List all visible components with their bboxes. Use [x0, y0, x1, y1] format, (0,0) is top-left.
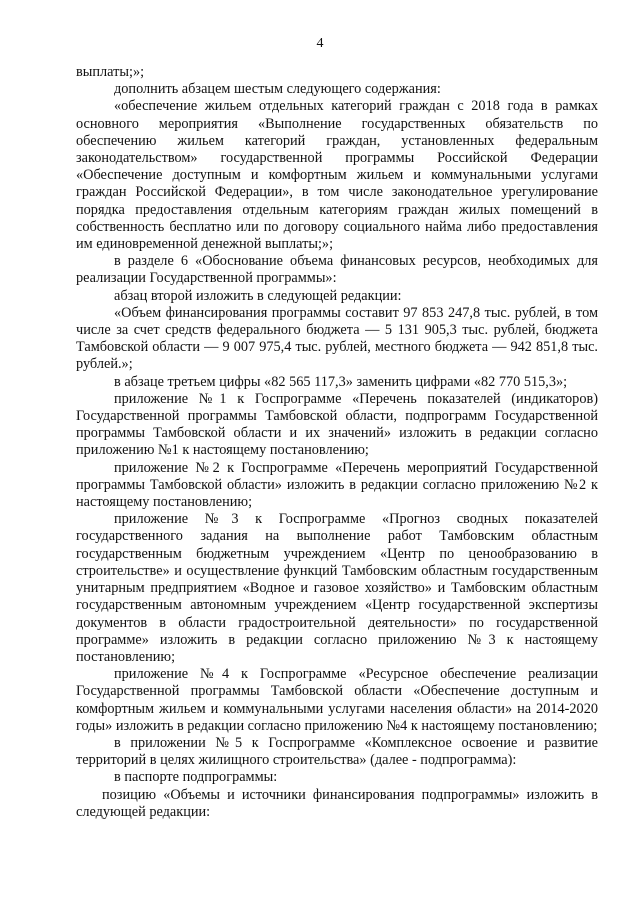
- paragraph-6: «Объем финансирования программы составит 97 853 247,8 тыс. рублей, в том числе за счет средств федерального бюджета — 5 131 905,3 тыс. рублей, бюджета Тамбовской области — 9 007 975,4 тыс. рублей, местного бюджета — 942 851,8 тыс. рублей.»;: [76, 304, 598, 373]
- paragraph-12: в приложении №5 к Госпрограмме «Комплексное освоение и развитие территорий в целях жилищного строительства» (далее - подпрограмма):: [76, 734, 598, 769]
- paragraph-9: приложение №2 к Госпрограмме «Перечень мероприятий Государственной программы Тамбовской области» изложить в редакции согласно приложению №2 к настоящему постановлению;: [76, 459, 598, 511]
- paragraph-3: «обеспечение жильем отдельных категорий граждан с 2018 года в рамках основного мероприятия «Выполнение государственных обязательств по обеспечению жильем категорий граждан, установленных федеральным законодательством» государственной программы Российской Федерации «Обеспечение доступным и комфортным жильем и коммунальными услугами граждан Российской Федерации», в том числе законодательное урегулирование порядка предоставления отдельным категориям граждан жилых помещений в собственность бесплатно или по договору социального найма либо предоставления им единовременной денежной выплаты;»;: [76, 98, 598, 253]
- paragraph-1: выплаты;»;: [76, 64, 145, 80]
- paragraph-8: приложение №1 к Госпрограмме «Перечень показателей (индикаторов) Государственной программы Тамбовской области, подпрограмм Государственной программы Тамбовской области и их значений» изложить в редакции согласно приложению №1 к настоящему постановлению;: [76, 390, 598, 459]
- paragraph-10: приложение №3 к Госпрограмме «Прогноз сводных показателей государственного задания на выполнение работ Тамбовским областным государственным бюджетным учреждением «Центр по ценообразованию в строительстве» и осуществление функций Тамбовским областным государственным унитарным предприятием «Водное и газовое хозяйство» и Тамбовским областным государственным автономным учреждением «Центр государственной экспертизы документов в области градостроительной деятельности» по государственной программе» изложить в редакции согласно приложению №3 к настоящему постановлению;: [76, 511, 598, 665]
- paragraph-11: приложение №4 к Госпрограмме «Ресурсное обеспечение реализации Государственной программы Тамбовской области «Обеспечение доступным и комфортным жильем и коммунальными услугами населения области» на 2014-2020 годы» изложить в редакции согласно приложению №4 к настоящему постановлению;: [76, 666, 598, 734]
- paragraph-2: дополнить абзацем шестым следующего содержания:: [114, 81, 441, 98]
- paragraph-5: абзац второй изложить в следующей редакции:: [114, 287, 402, 304]
- paragraph-7: в абзаце третьем цифры «82 565 117,3» заменить цифрами «82 770 515,3»;: [114, 373, 568, 390]
- paragraph-14: позицию «Объемы и источники финансирования подпрограммы» изложить в следующей редакции:: [76, 786, 598, 820]
- paragraph-4: в разделе 6 «Обоснование объема финансовых ресурсов, необходимых для реализации Государственной программы»:: [76, 253, 598, 287]
- paragraph-13: в паспорте подпрограммы:: [114, 769, 278, 786]
- page-number: 4: [316, 36, 324, 51]
- document-body: [76, 64, 598, 821]
